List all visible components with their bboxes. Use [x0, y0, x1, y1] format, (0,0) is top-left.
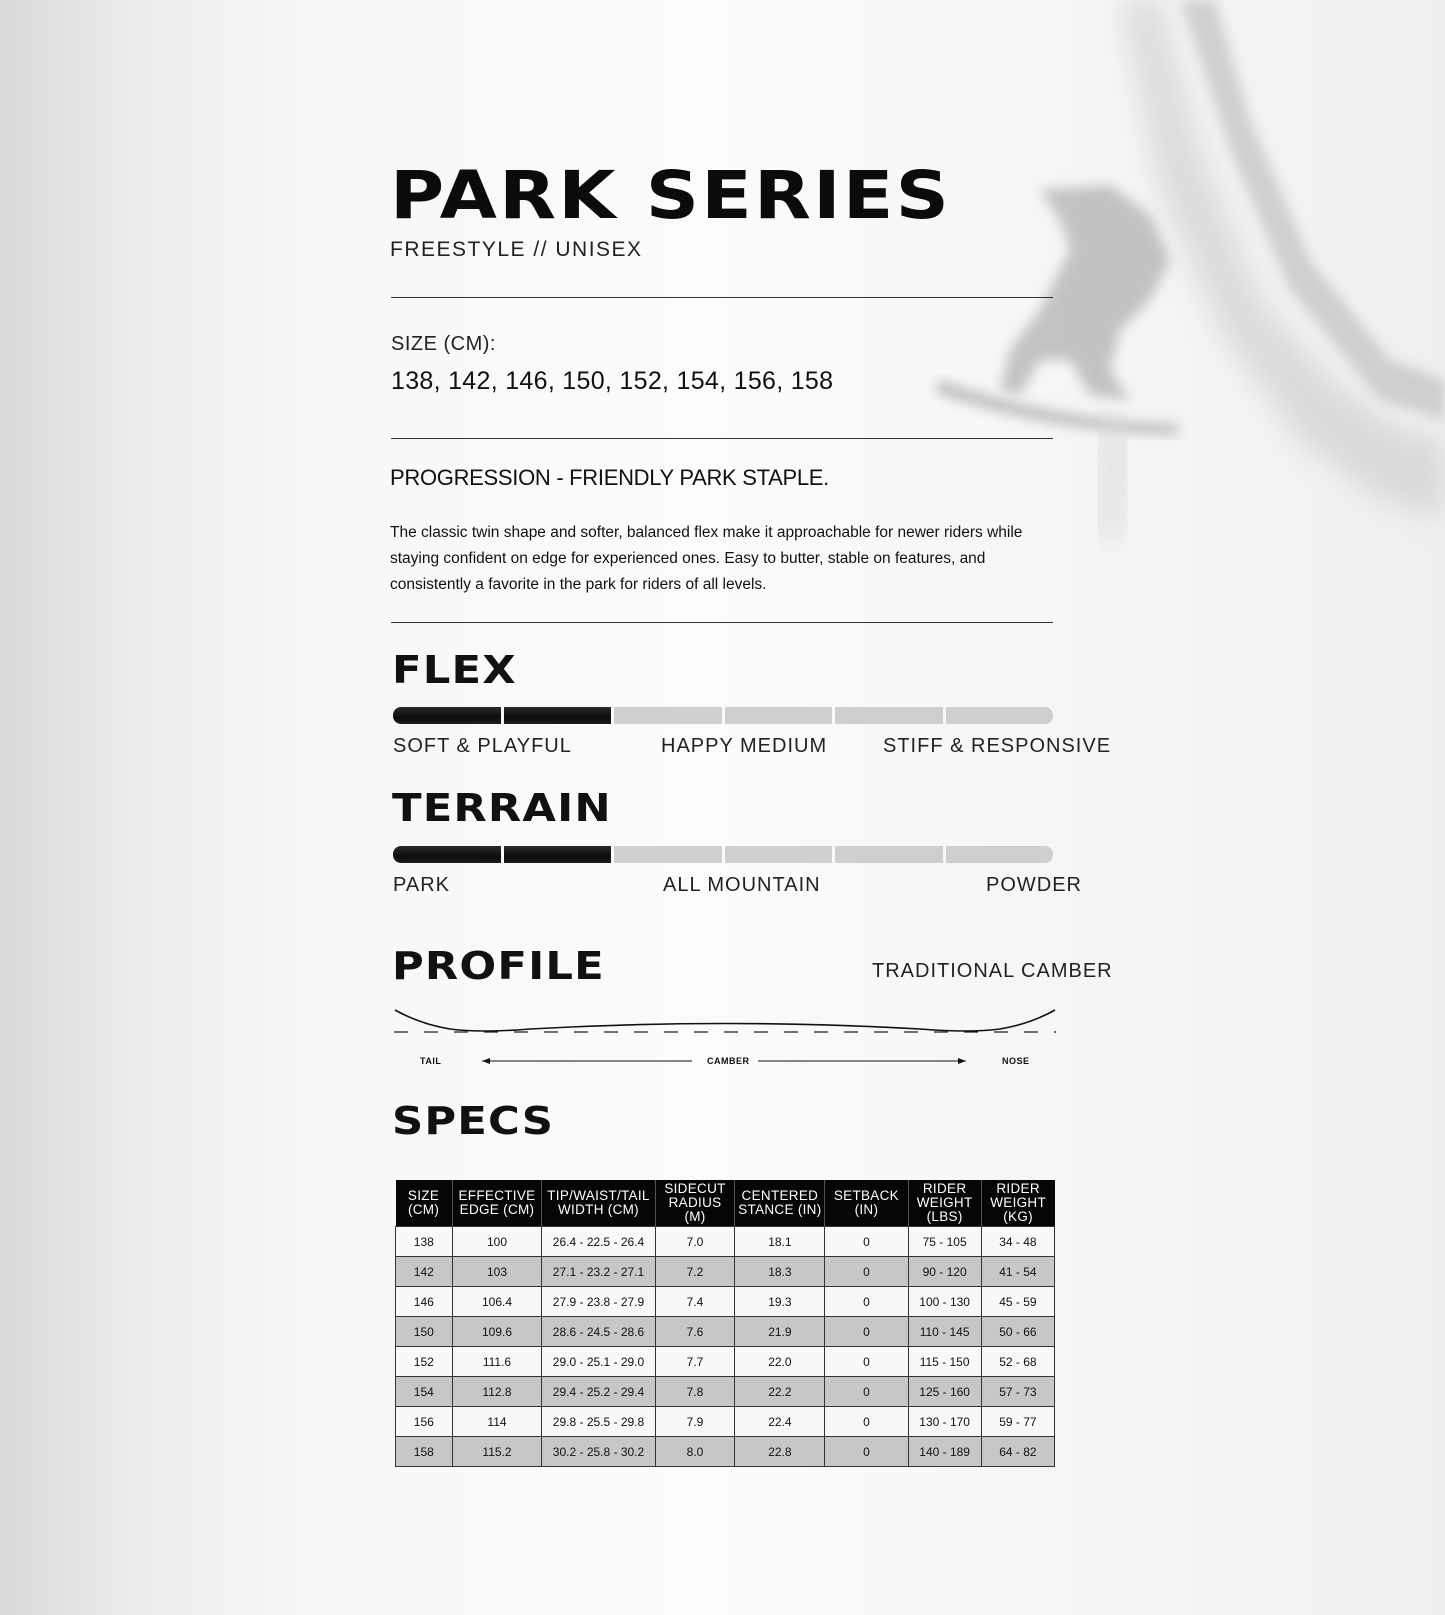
terrain-label-all-mountain: ALL MOUNTAIN: [663, 874, 821, 896]
specs-header-row: [396, 1180, 1055, 1227]
table-row: [396, 1257, 1055, 1287]
table-row: [396, 1317, 1055, 1347]
table-cell-effective-edge: 115.2: [452, 1437, 542, 1467]
table-cell-sidecut-radius: 7.9: [655, 1407, 735, 1437]
table-cell-sidecut-radius: 7.6: [655, 1317, 735, 1347]
camber-profile-diagram: [390, 1000, 1060, 1090]
table-cell-setback: 0: [825, 1257, 908, 1287]
page-title: PARK SERIES: [390, 157, 952, 234]
divider: [391, 297, 1053, 298]
scale-segment-empty: [614, 846, 722, 863]
flex-scale: [393, 707, 1053, 724]
specs-header-col-rider-weight-lbs: [908, 1180, 981, 1227]
table-cell-rider-weight-lbs: 110 - 145: [908, 1317, 981, 1347]
arrow-left-head: [482, 1058, 490, 1064]
table-cell-rider-weight-lbs: 75 - 105: [908, 1227, 981, 1257]
table-cell-rider-weight-lbs: 125 - 160: [908, 1377, 981, 1407]
scale-segment-empty: [946, 707, 1054, 724]
terrain-label-powder: POWDER: [986, 874, 1082, 896]
table-cell-sidecut-radius: 7.4: [655, 1287, 735, 1317]
specs-header-line: WEIGHT: [990, 1195, 1047, 1210]
table-cell-effective-edge: 109.6: [452, 1317, 542, 1347]
specs-header-line: (CM): [407, 1202, 440, 1217]
specs-title: SPECS: [392, 1099, 555, 1143]
flex-label-soft: SOFT & PLAYFUL: [393, 735, 572, 757]
table-cell-effective-edge: 112.8: [452, 1377, 542, 1407]
table-cell-width: 29.8 - 25.5 - 29.8: [542, 1407, 655, 1437]
table-cell-width: 26.4 - 22.5 - 26.4: [542, 1227, 655, 1257]
camber-curve: [395, 1010, 1055, 1031]
table-cell-sidecut-radius: 7.2: [655, 1257, 735, 1287]
specs-header-col-setback: [825, 1180, 908, 1227]
table-cell-effective-edge: 111.6: [452, 1347, 542, 1377]
size-values: 138, 142, 146, 150, 152, 154, 156, 158: [391, 367, 834, 395]
table-cell-size: 142: [396, 1257, 453, 1287]
specs-header-line: WIDTH (CM): [558, 1202, 639, 1217]
table-cell-rider-weight-lbs: 90 - 120: [908, 1257, 981, 1287]
scale-segment-filled: [393, 846, 501, 863]
table-cell-rider-weight-lbs: 130 - 170: [908, 1407, 981, 1437]
specs-header-line: (KG): [1003, 1209, 1033, 1224]
table-cell-size: 156: [396, 1407, 453, 1437]
table-cell-rider-weight-lbs: 100 - 130: [908, 1287, 981, 1317]
scale-segment-filled: [504, 707, 612, 724]
table-cell-size: 158: [396, 1437, 453, 1467]
table-cell-width: 29.4 - 25.2 - 29.4: [542, 1377, 655, 1407]
table-cell-rider-weight-lbs: 115 - 150: [908, 1347, 981, 1377]
table-cell-setback: 0: [825, 1407, 908, 1437]
table-row: [396, 1287, 1055, 1317]
specs-header-line: STANCE (IN): [738, 1202, 822, 1217]
specs-header-line: (IN): [854, 1202, 879, 1217]
specs-header-line: SETBACK: [833, 1188, 899, 1203]
table-cell-effective-edge: 103: [452, 1257, 542, 1287]
description-body: The classic twin shape and softer, balanced flex make it approachable for newer riders while staying confident on edge for experienced ones. Easy to butter, stable on features, and consistently a favorite in the park for riders of all levels.: [390, 524, 1023, 593]
scale-segment-empty: [725, 707, 833, 724]
table-cell-setback: 0: [825, 1287, 908, 1317]
scale-segment-empty: [835, 707, 943, 724]
profile-camber-label: CAMBER: [707, 1056, 750, 1066]
table-cell-sidecut-radius: 7.0: [655, 1227, 735, 1257]
profile-title: PROFILE: [392, 944, 605, 988]
table-cell-centered-stance: 18.3: [735, 1257, 825, 1287]
table-cell-centered-stance: 21.9: [735, 1317, 825, 1347]
table-cell-rider-weight-lbs: 140 - 189: [908, 1437, 981, 1467]
table-cell-size: 154: [396, 1377, 453, 1407]
table-cell-sidecut-radius: 7.7: [655, 1347, 735, 1377]
arrow-right-head: [958, 1058, 966, 1064]
scale-segment-empty: [835, 846, 943, 863]
specs-header-col-size: [396, 1180, 453, 1227]
table-cell-centered-stance: 22.0: [735, 1347, 825, 1377]
specs-header-line: RIDER: [996, 1181, 1040, 1196]
specs-header-col-sidecut-radius: [655, 1180, 735, 1227]
page-subtitle: FREESTYLE // UNISEX: [390, 238, 643, 261]
description-headline: PROGRESSION - FRIENDLY PARK STAPLE.: [390, 465, 829, 490]
profile-tail-label: TAIL: [420, 1056, 442, 1066]
scale-segment-empty: [725, 846, 833, 863]
scale-segment-filled: [393, 707, 501, 724]
specs-header-line: RIDER: [922, 1181, 967, 1196]
specs-header-line: RADIUS (M): [668, 1195, 722, 1224]
scale-segment-filled: [504, 846, 612, 863]
table-cell-rider-weight-kg: 64 - 82: [981, 1437, 1054, 1467]
table-cell-setback: 0: [825, 1317, 908, 1347]
table-cell-effective-edge: 100: [452, 1227, 542, 1257]
scale-segment-empty: [614, 707, 722, 724]
specs-header-line: TIP/WAIST/TAIL: [547, 1188, 650, 1203]
table-cell-width: 30.2 - 25.8 - 30.2: [542, 1437, 655, 1467]
specs-header-col-rider-weight-kg: [981, 1180, 1054, 1227]
table-cell-centered-stance: 19.3: [735, 1287, 825, 1317]
terrain-title: TERRAIN: [392, 786, 612, 830]
table-cell-rider-weight-kg: 45 - 59: [981, 1287, 1054, 1317]
table-cell-width: 28.6 - 24.5 - 28.6: [542, 1317, 655, 1347]
table-cell-rider-weight-kg: 34 - 48: [981, 1227, 1054, 1257]
profile-nose-label: NOSE: [1002, 1056, 1030, 1066]
table-cell-setback: 0: [825, 1347, 908, 1377]
table-row: [396, 1437, 1055, 1467]
table-cell-rider-weight-kg: 57 - 73: [981, 1377, 1054, 1407]
table-cell-rider-weight-kg: 41 - 54: [981, 1257, 1054, 1287]
table-cell-width: 27.1 - 23.2 - 27.1: [542, 1257, 655, 1287]
specs-header-line: CENTERED: [741, 1188, 819, 1203]
table-row: [396, 1377, 1055, 1407]
specs-header-line: WEIGHT: [916, 1195, 973, 1210]
table-cell-setback: 0: [825, 1437, 908, 1467]
flex-title: FLEX: [392, 648, 517, 692]
table-cell-sidecut-radius: 7.8: [655, 1377, 735, 1407]
terrain-label-park: PARK: [393, 874, 450, 896]
flex-label-stiff: STIFF & RESPONSIVE: [883, 735, 1112, 757]
divider: [391, 438, 1053, 439]
table-cell-setback: 0: [825, 1227, 908, 1257]
specs-header-col-centered-stance: [735, 1180, 825, 1227]
table-row: [396, 1347, 1055, 1377]
profile-type: TRADITIONAL CAMBER: [872, 960, 1113, 982]
table-row: [396, 1227, 1055, 1257]
table-cell-effective-edge: 114: [452, 1407, 542, 1437]
specs-header-col-width: [542, 1180, 655, 1227]
divider: [391, 622, 1053, 623]
table-cell-rider-weight-kg: 50 - 66: [981, 1317, 1054, 1347]
table-cell-width: 27.9 - 23.8 - 27.9: [542, 1287, 655, 1317]
specs-header-line: EDGE (CM): [459, 1202, 535, 1217]
table-cell-size: 152: [396, 1347, 453, 1377]
terrain-scale: [393, 846, 1053, 863]
size-label: SIZE (CM):: [391, 333, 496, 355]
table-cell-size: 138: [396, 1227, 453, 1257]
table-cell-rider-weight-kg: 59 - 77: [981, 1407, 1054, 1437]
specs-header-line: SIZE: [407, 1188, 440, 1203]
scale-segment-empty: [946, 846, 1054, 863]
specs-header-col-effective-edge: [452, 1180, 542, 1227]
table-cell-centered-stance: 22.2: [735, 1377, 825, 1407]
table-cell-size: 150: [396, 1317, 453, 1347]
specs-header-line: (LBS): [926, 1209, 963, 1224]
specs-table: [395, 1180, 1055, 1467]
table-cell-effective-edge: 106.4: [452, 1287, 542, 1317]
table-cell-setback: 0: [825, 1377, 908, 1407]
table-cell-centered-stance: 22.8: [735, 1437, 825, 1467]
table-cell-size: 146: [396, 1287, 453, 1317]
table-cell-sidecut-radius: 8.0: [655, 1437, 735, 1467]
specs-header-line: EFFECTIVE: [458, 1188, 536, 1203]
table-cell-centered-stance: 18.1: [735, 1227, 825, 1257]
flex-label-medium: HAPPY MEDIUM: [661, 735, 828, 757]
specs-header-line: SIDECUT: [664, 1181, 726, 1196]
table-cell-centered-stance: 22.4: [735, 1407, 825, 1437]
table-row: [396, 1407, 1055, 1437]
table-cell-rider-weight-kg: 52 - 68: [981, 1347, 1054, 1377]
specs-body: [396, 1227, 1055, 1467]
table-cell-width: 29.0 - 25.1 - 29.0: [542, 1347, 655, 1377]
